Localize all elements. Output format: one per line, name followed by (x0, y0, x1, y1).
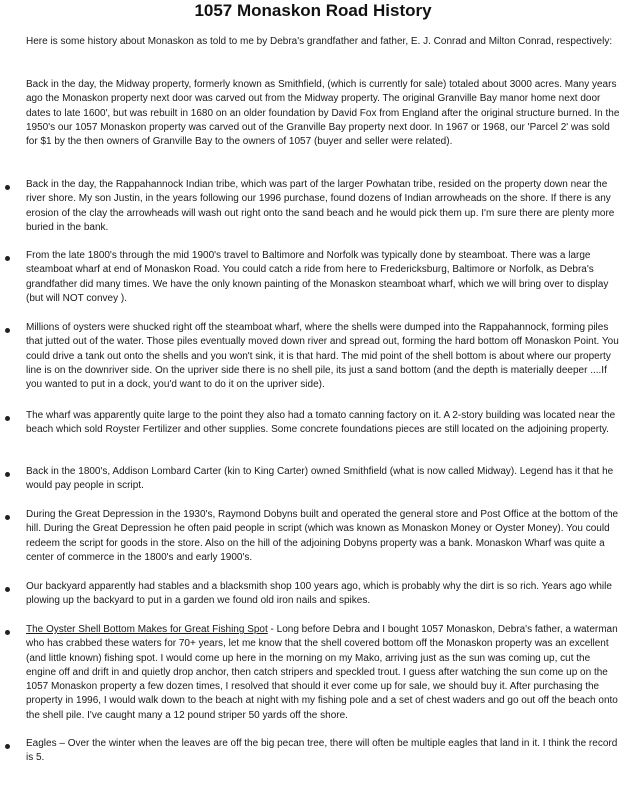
bullet-marker (5, 328, 10, 333)
fishing-heading: The Oyster Shell Bottom Makes for Great Fishing Spot (26, 624, 268, 635)
carter-paragraph: Back in the 1800's, Addison Lombard Carter (kin to King Carter) owned Smithfield (what is now called Midway). Legend has it that he would pay people in script. (26, 466, 614, 492)
bullet-marker (5, 416, 10, 421)
great-depression-paragraph: During the Great Depression in the 1930's, Raymond Dobyns built and operated the general store and Post Office at the bottom of the hill. During the Great Depression he often paid people in script (which was known as Monaskon Money or Oyster Money). You could redeem the script for goods in the store. Also on the hill of the adjoining Dobyns property was a bank. Monaskon Wharf was quite a center of commerce in the 1800's and early 1900's. (26, 509, 619, 563)
oysters-paragraph: Millions of oysters were shucked right off the steamboat wharf, where the shells were dumped into the Rappahannock, forming piles that jutted out of the water. Those piles eventually moved down river and spread out, forming the hard bottom off Monaskon Point. You could drive a tank out onto the shells and you won't sink, it is that hard. The mid point of the shell bottom is about where our property line is on the downriver side. On the upriver side there is no shell pile, its just a sand bottom (and the depth is materially deeper ....If you wanted to put in a dock, you'd want to do it on the upriver side). (26, 322, 619, 391)
fishing-paragraph (26, 623, 622, 723)
intro-paragraph: Here is some history about Monaskon as told to me by Debra's grandfather and father, E. J. Conrad and Milton Conrad, respectively: (26, 36, 613, 47)
page-title: 1057 Monaskon Road History (194, 1, 432, 20)
bullet-marker (5, 185, 10, 190)
midway-history-paragraph: Back in the day, the Midway property, formerly known as Smithfield, (which is currently for sale) totaled about 3000 acres. Many years ago the Monaskon property next door was carved out from the Midway property. The original Granville Bay manor home next door dates to late 1600', but was rebuilt in 1680 on an older foundation by David Fox from England after the original structure burned. In the 1950's our 1057 Monaskon property was carved out of the Granville Bay property next door. In 1967 or 1968, our 'Parcel 2' was sold for $1 by the then owners of Granville Bay to the owners of 1057 (buyer and seller were related). (26, 79, 620, 148)
wharf-paragraph: The wharf was apparently quite large to the point they also had a tomato canning factory on it. A 2-story building was located near the beach which sold Royster Fertilizer and other supplies. Some concrete foundations pieces are still located on the adjoining property. (26, 410, 616, 436)
backyard-paragraph: Our backyard apparently had stables and a blacksmith shop 100 years ago, which is probably why the dirt is so rich. Years ago while plowing up the backyard to put in a garden we found old iron nails and spikes. (26, 581, 612, 607)
bullet-marker (5, 472, 10, 477)
indian-tribe-paragraph: Back in the day, the Rappahannock Indian tribe, which was part of the larger Powhatan tribe, resided on the property down near the river shore. My son Justin, in the years following our 1996 purchase, found dozens of Indian arrowheads on the shore. If there is any erosion of the clay the arrowheads will wash out right onto the sand beach and he would pick them up. I'm sure there are plenty more buried in the bank. (26, 179, 615, 233)
bullet-marker (5, 256, 10, 261)
eagles-paragraph: Eagles – Over the winter when the leaves are off the big pecan tree, there will often be multiple eagles that land in it. I think the record is 5. (26, 738, 618, 764)
fishing-body: - Long before Debra and I bought 1057 Monaskon, Debra's father, a waterman who has crabbed these waters for 70+ years, let me know that the shell covered bottom off the Monaskon property was an excellent (and little known) fishing spot. I would come up here in the morning on my Mako, arriving just as the sun was coming up, cut the engine off and drift in and quietly drop anchor, then catch stripers and speckled trout. I guess after watching the sun come up on the 1057 Monaskon property a few dozen times, I resolved that should it ever come up for sale, we should buy it. After purchasing the property in 1996, I would walk down to the beach at night with my fishing pole and a set of chest waders and go out off the beach onto the shell pile. I've caught many a 12 pound striper 50 yards off the shore. (26, 624, 618, 721)
steamboat-paragraph: From the late 1800's through the mid 1900's travel to Baltimore and Norfolk was typically done by steamboat. There was a large steamboat wharf at end of Monaskon Road. You could catch a ride from here to Fredericksburg, Baltimore or Norfolk, as Debra's grandfather did many times. We have the only known painting of the Monaskon steamboat wharf, which we will bring over to display (but will NOT convey ). (26, 250, 609, 304)
bullet-marker (5, 744, 10, 749)
bullet-marker (5, 630, 10, 635)
bullet-marker (5, 587, 10, 592)
bullet-marker (5, 515, 10, 520)
